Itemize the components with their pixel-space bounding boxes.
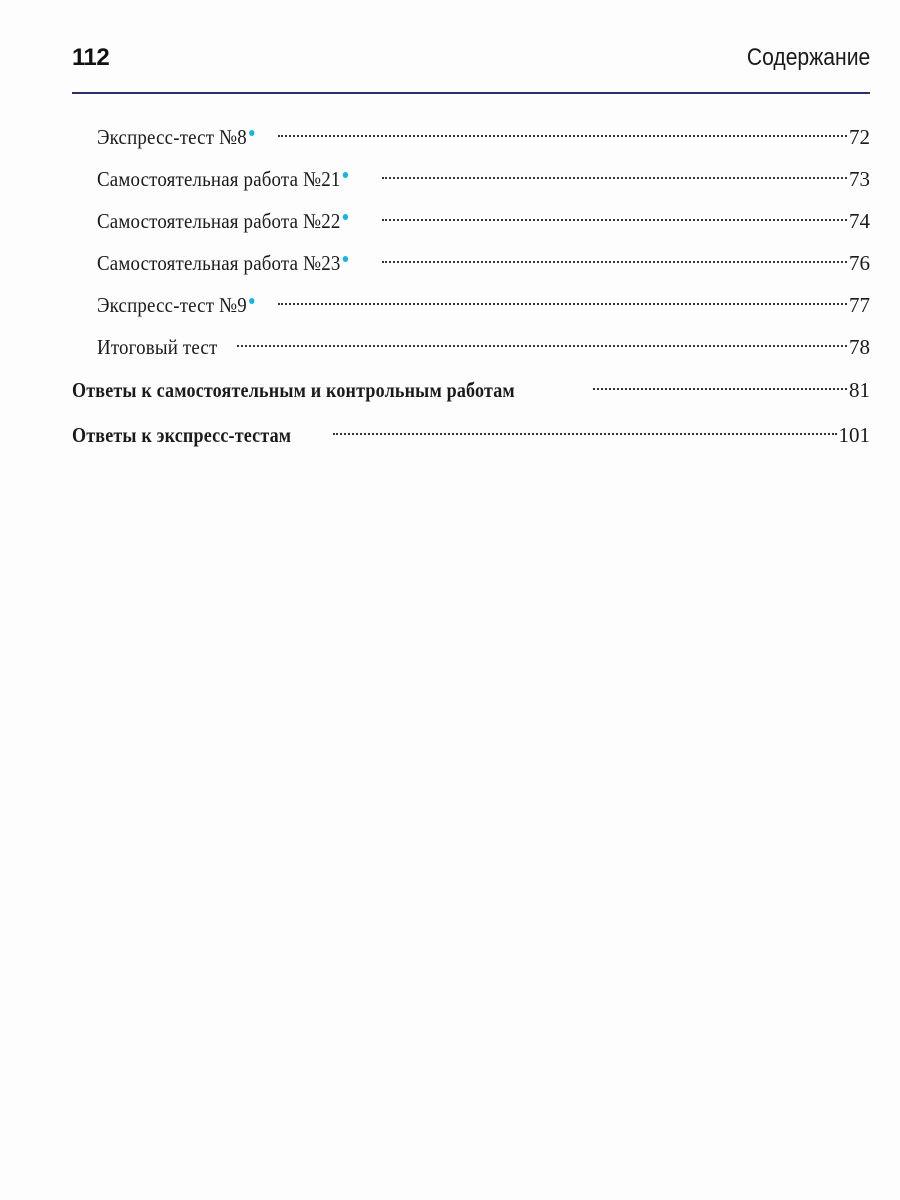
toc-entry-page: 77 (849, 293, 870, 317)
toc-entry-label: Ответы к самостоятельным и контрольным работам (72, 378, 515, 402)
blue-dot-icon (249, 298, 254, 304)
dot-leader (278, 135, 847, 137)
blue-dot-icon (249, 130, 254, 136)
blue-dot-icon (342, 256, 347, 262)
dot-leader (593, 388, 847, 390)
toc-entry-page: 78 (849, 335, 870, 359)
dot-leader (382, 261, 847, 263)
toc-entry-label: Итоговый тест (97, 335, 218, 359)
dot-leader (237, 345, 847, 347)
blue-dot-icon (342, 172, 347, 178)
blue-dot-icon (342, 214, 347, 220)
dot-leader (382, 177, 847, 179)
toc-entry-page: 101 (838, 423, 870, 447)
toc-entry-independent-work-22[interactable] (72, 200, 870, 242)
toc-entry-page: 81 (849, 378, 870, 402)
dot-leader (382, 219, 847, 221)
toc-entry-page: 76 (849, 251, 870, 275)
toc-entry-page: 72 (849, 125, 870, 149)
toc-entry-express-test-8[interactable] (72, 116, 870, 158)
dot-leader (333, 433, 837, 435)
table-of-contents (72, 116, 870, 458)
toc-entry-express-test-9[interactable] (72, 284, 870, 326)
toc-entry-answers-express-tests[interactable] (72, 413, 870, 458)
section-title: Содержание (746, 44, 870, 71)
toc-entry-independent-work-21[interactable] (72, 158, 870, 200)
toc-entry-label: Самостоятельная работа №21 (97, 158, 348, 200)
toc-entry-page: 73 (849, 167, 870, 191)
toc-entry-label: Экспресс-тест №8 (97, 116, 254, 158)
toc-entry-final-test[interactable] (72, 326, 870, 368)
toc-entry-answers-independent-control[interactable] (72, 368, 870, 413)
toc-entry-label: Самостоятельная работа №22 (97, 200, 348, 242)
toc-entry-page: 74 (849, 209, 870, 233)
toc-entry-label: Экспресс-тест №9 (97, 284, 254, 326)
header-rule (72, 92, 870, 94)
dot-leader (278, 303, 847, 305)
toc-entry-label: Самостоятельная работа №23 (97, 242, 348, 284)
page-number: 112 (72, 44, 110, 71)
toc-entry-label: Ответы к экспресс-тестам (72, 423, 292, 447)
toc-entry-independent-work-23[interactable] (72, 242, 870, 284)
